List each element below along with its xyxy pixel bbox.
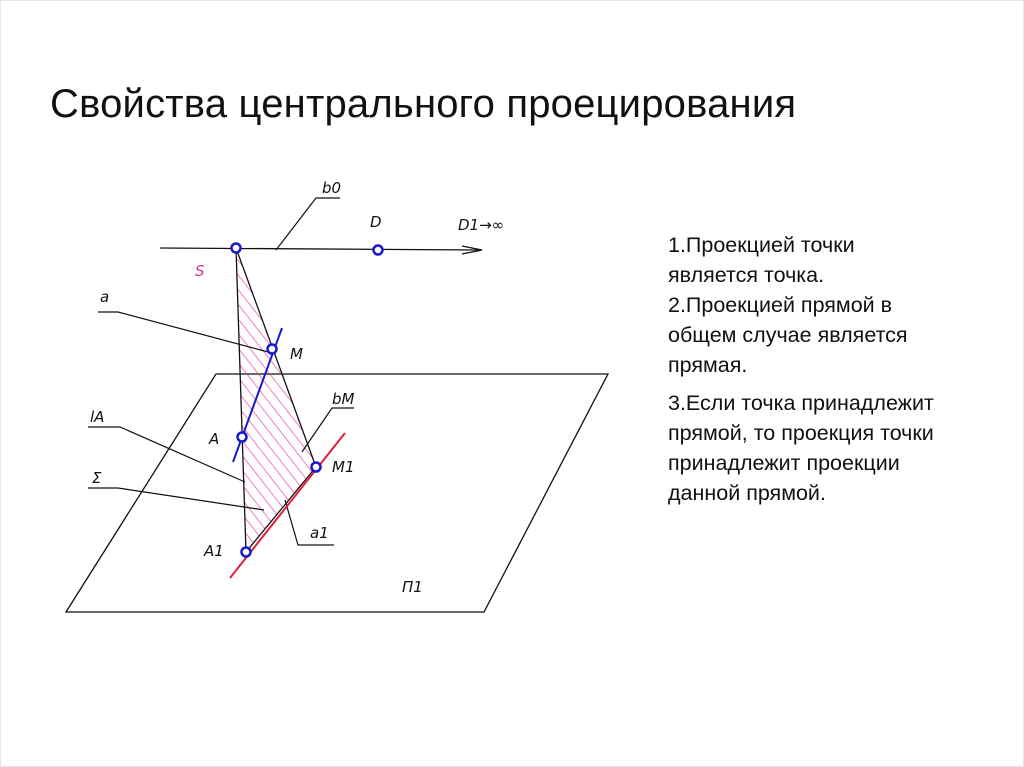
point-d: [374, 246, 383, 255]
label-b0: b0: [322, 179, 342, 197]
point-a1: [242, 548, 251, 557]
label-a-point: A: [209, 430, 220, 448]
property-3: 3.Если точка принадлежит прямой, то проекция точки принадлежит проекции данной прямой.: [668, 391, 934, 505]
label-a1-point: A1: [204, 542, 224, 560]
property-1: 1.Проекцией точки является точка.: [668, 233, 855, 287]
line-b0: [160, 248, 480, 250]
label-d: D: [370, 213, 382, 231]
label-sigma: Σ: [92, 469, 102, 487]
label-m1: M1: [332, 458, 355, 476]
point-m1: [312, 463, 321, 472]
leader-b0: [276, 198, 340, 250]
point-m: [268, 345, 277, 354]
leader-la: [88, 427, 245, 482]
sigma-plane-fill: [236, 248, 316, 552]
label-a: a: [100, 288, 110, 306]
point-s: [232, 244, 241, 253]
label-la: lA: [90, 408, 105, 426]
label-a1-line: a1: [310, 524, 329, 542]
leader-bm: [302, 408, 354, 452]
label-d1-inf: D1→∞: [458, 216, 505, 234]
slide-title: Свойства центрального проецирования: [50, 82, 797, 126]
label-m: M: [290, 345, 303, 363]
label-bm: bM: [332, 390, 355, 408]
label-pi1: П1: [402, 578, 423, 596]
property-2: 2.Проекцией прямой в общем случае является прямая.: [668, 293, 908, 377]
point-a: [238, 433, 247, 442]
label-s: S: [195, 262, 205, 280]
leader-sigma: [88, 488, 264, 510]
